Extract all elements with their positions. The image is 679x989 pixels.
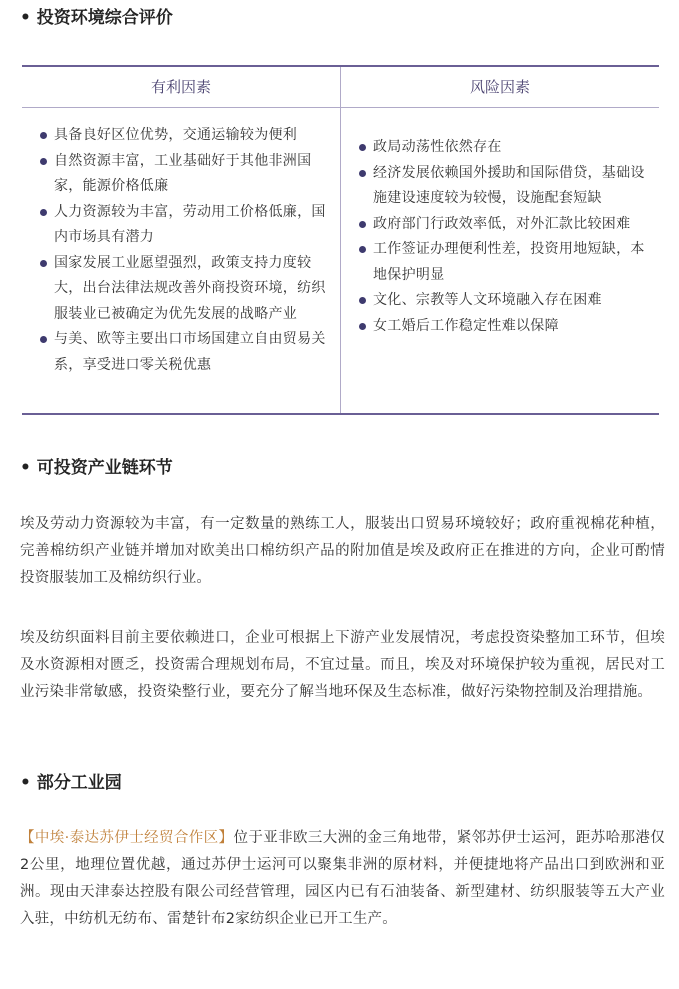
- risk-item: 政局动荡性依然存在: [357, 135, 647, 161]
- header-favorable: 有利因素: [150, 78, 211, 96]
- favorable-column: [38, 123, 328, 378]
- favorable-item: 自然资源丰富，工业基础好于其他非洲国家，能源价格低廉: [38, 149, 328, 200]
- header-divider: [22, 107, 659, 108]
- chain-paragraph-2: 埃及纺织面料目前主要依赖进口，企业可根据上下游产业发展情况，考虑投资染整加工环节，但埃及水资源相对匮乏，投资需合理规划布局，不宜过量。而且，埃及对环境保护较为重视，居民对工业污染非常敏感，投资染整行业，要充分了解当地环保及生态标准，做好污染物控制及治理措施。: [20, 630, 665, 700]
- risks-column: [357, 135, 647, 339]
- park-description: 位于亚非欧三大洲的金三角地带，紧邻苏伊士运河，距苏哈那港仅2公里，地理位置优越，通过苏伊士运河可以聚集非洲的原材料，并便捷地将产品出口到欧洲和亚洲。现由天津泰达控股有限公司经营管理，园区内已有石油装备、新型建材、纺织服装等五大产业入驻，中纺机无纺布、雷楚针布2家纺织企业已开工生产。: [20, 830, 665, 927]
- favorable-item: 与美、欧等主要出口市场国建立自由贸易关系，享受进口零关税优惠: [38, 327, 328, 378]
- risk-item: 文化、宗教等人文环境融入存在困难: [357, 288, 647, 314]
- section-title-evaluation: • 投资环境综合评价: [20, 8, 173, 28]
- risk-item: 经济发展依赖国外援助和国际借贷，基础设施建设速度较为较慢，设施配套短缺: [357, 161, 647, 212]
- chain-paragraph-1: 埃及劳动力资源较为丰富，有一定数量的熟练工人，服装出口贸易环境较好；政府重视棉花种植，完善棉纺织产业链并增加对欧美出口棉纺织产品的附加值是埃及政府正在推进的方向，企业可酌情投资服装加工及棉纺织行业。: [20, 516, 665, 586]
- section-title-chain: • 可投资产业链环节: [20, 458, 173, 478]
- risk-item: 工作签证办理便利性差，投资用地短缺，本地保护明显: [357, 237, 647, 288]
- risk-item: 政府部门行政效率低，对外汇款比较困难: [357, 212, 647, 238]
- favorable-item: 国家发展工业愿望强烈，政策支持力度较大，出台法律法规改善外商投资环境，纺织服装业已被确定为优先发展的战略产业: [38, 251, 328, 328]
- evaluation-table: [22, 65, 659, 415]
- park-name-highlight: 【中埃·泰达苏伊士经贸合作区】: [20, 830, 234, 846]
- section-title-parks: • 部分工业园: [20, 773, 122, 793]
- risk-item: 女工婚后工作稳定性难以保障: [357, 314, 647, 340]
- header-risks: 风险因素: [469, 78, 530, 96]
- favorable-item: 人力资源较为丰富，劳动用工价格低廉，国内市场具有潜力: [38, 200, 328, 251]
- park-paragraph: [20, 825, 665, 933]
- favorable-item: 具备良好区位优势，交通运输较为便利: [38, 123, 328, 149]
- column-divider: [340, 67, 341, 413]
